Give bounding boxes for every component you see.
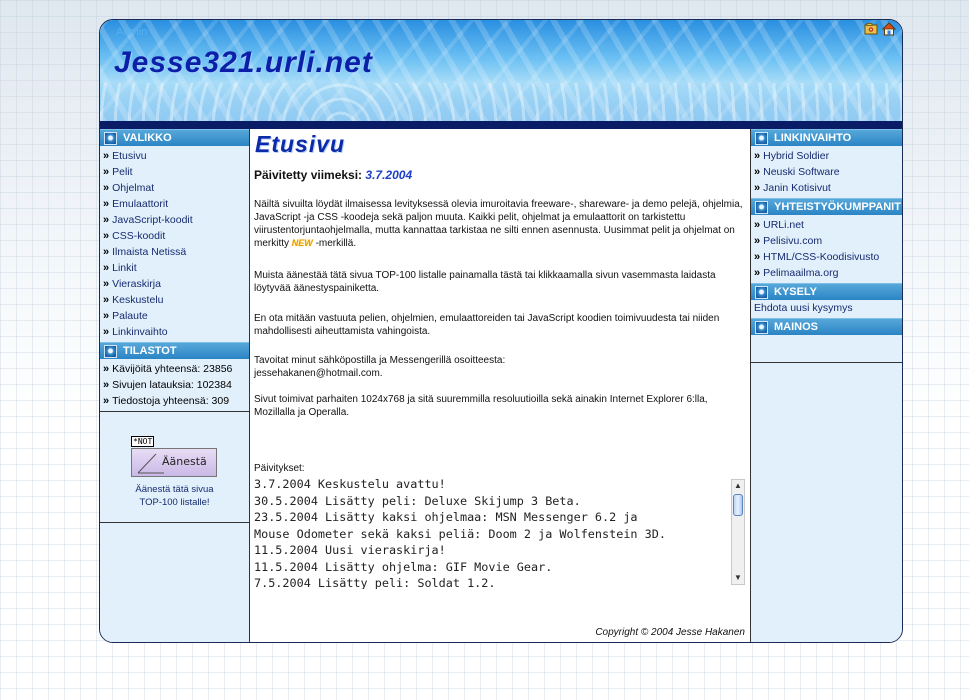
site-title-logo[interactable]: Jesse321.urli.net [114, 46, 373, 79]
update-item: 3.7.2004 Keskustelu avattu! [254, 477, 446, 491]
menu-item-keskustelu[interactable]: » Keskustelu [103, 294, 164, 306]
stat-pageloads: » Sivujen latauksia: 102384 [103, 379, 232, 391]
raquo-icon: » [103, 379, 110, 391]
vote-caption[interactable]: Äänestä tätä sivua TOP-100 listalle! [135, 484, 214, 508]
scroll-down-icon[interactable]: ▼ [734, 573, 742, 582]
raquo-icon: » [754, 182, 761, 194]
update-item: 11.5.2004 Uusi vieraskirja! [254, 543, 446, 557]
menu-header [100, 129, 249, 146]
menu-item-css[interactable]: » CSS-koodit [103, 230, 166, 242]
menu-item-javascript[interactable]: » JavaScript-koodit [103, 214, 193, 226]
link-hybrid-soldier[interactable]: » Hybrid Soldier [754, 150, 830, 162]
raquo-icon: » [103, 230, 110, 242]
links-header [751, 129, 903, 146]
raquo-icon: » [103, 326, 110, 338]
section-bullet-icon [104, 345, 117, 358]
home-icon[interactable] [882, 22, 896, 36]
copyright: Copyright © 2004 Jesse Hakanen [595, 627, 745, 638]
divider [100, 522, 249, 523]
menu-item-etusivu[interactable]: » Etusivu [103, 150, 147, 162]
raquo-icon: » [103, 198, 110, 210]
menu-item-palaute[interactable]: » Palaute [103, 310, 148, 322]
page-title: Etusivu [255, 131, 346, 157]
vote-button[interactable] [131, 436, 217, 477]
section-bullet-icon [755, 132, 768, 145]
menu-item-linkit[interactable]: » Linkit [103, 262, 137, 274]
link-neuski-software[interactable]: » Neuski Software [754, 166, 840, 178]
header-banner [100, 20, 902, 121]
updates-scrollbar[interactable] [731, 479, 745, 585]
stat-files: » Tiedostoja yhteensä: 309 [103, 395, 230, 407]
main-content [250, 129, 749, 642]
ads-header [751, 318, 903, 335]
vote-box [100, 412, 249, 522]
vote-paragraph: Muista äänestää tätä sivua TOP-100 listalle painamalla tästä tai klikkaamalla sivun vasemmasta laidasta löytyvää äänestyspainiketta. [254, 270, 716, 294]
raquo-icon: » [103, 278, 110, 290]
stats-list [100, 359, 249, 411]
suggest-question-link[interactable]: Ehdota uusi kysymys [754, 302, 853, 314]
new-badge-icon: NEW [291, 238, 313, 248]
menu-item-ilmaista[interactable]: » Ilmaista Netissä [103, 246, 187, 258]
intro-paragraph: Näiltä sivuilta löydät ilmaisessa levityksessä olevia imuroitavia freeware-, shareware- ja demo pelejä, ohjelmia, JavaScript -ja CSS -koodeja sekä paljon muuta. Kaikki pelit, ohjelmat ja emulaattorit on tarkistettu viirustentorjuntaohjelmalla, mutta kannattaa tarkistaa ne silti ennen asennusta. Uusimmat pelit ja ohjelmat on merkitty NEW -merkillä. [254, 199, 743, 249]
raquo-icon: » [103, 310, 110, 322]
page-frame [99, 19, 903, 643]
contact-paragraph: Tavoitat minut sähköpostilla ja Messengerillä osoitteesta: jessehakanen@hotmail.com. [254, 355, 506, 379]
menu-item-ohjelmat[interactable]: » Ohjelmat [103, 182, 155, 194]
section-bullet-icon [755, 286, 768, 299]
updates-list[interactable] [254, 476, 745, 589]
ads-area [751, 335, 903, 362]
partner-pelisivu[interactable]: » Pelisivu.com [754, 235, 823, 247]
admin-link[interactable]: Admin [116, 26, 148, 38]
header-divider [100, 121, 902, 129]
menu-item-emulaattorit[interactable]: » Emulaattorit [103, 198, 169, 210]
link-janin-kotisivut[interactable]: » Janin Kotisivut [754, 182, 831, 194]
updates-label: Päivitykset: [254, 463, 305, 474]
menu-title: VALIKKO [123, 132, 172, 144]
stat-visitors: » Kävijöitä yhteensä: 23856 [103, 363, 233, 375]
raquo-icon: » [103, 395, 110, 407]
top-icons [864, 22, 896, 36]
menu-item-pelit[interactable]: » Pelit [103, 166, 133, 178]
partners-list [751, 215, 903, 283]
right-sidebar [750, 129, 903, 642]
menu-item-vieraskirja[interactable]: » Vieraskirja [103, 278, 161, 290]
raquo-icon: » [103, 214, 110, 226]
scroll-up-icon[interactable]: ▲ [734, 481, 742, 490]
section-bullet-icon [755, 321, 768, 334]
contact-email[interactable]: jessehakanen@hotmail.com. [254, 368, 383, 379]
raquo-icon: » [754, 235, 761, 247]
main-menu [100, 146, 249, 342]
raquo-icon: » [103, 150, 110, 162]
partner-htmlcss[interactable]: » HTML/CSS-Koodisivusto [754, 251, 880, 263]
settings-icon[interactable] [864, 22, 878, 36]
raquo-icon: » [103, 246, 110, 258]
update-item: 23.5.2004 Lisätty kaksi ohjelmaa: MSN Messenger 6.2 ja [254, 510, 638, 524]
links-title: LINKINVAIHTO [774, 132, 852, 144]
scroll-thumb[interactable] [733, 494, 743, 516]
raquo-icon: » [754, 251, 761, 263]
section-bullet-icon [104, 132, 117, 145]
partners-header [751, 198, 903, 215]
stats-title: TILASTOT [123, 345, 177, 357]
raquo-icon: » [754, 150, 761, 162]
poll-header [751, 283, 903, 300]
vote-button-label: Äänestä [162, 455, 207, 468]
left-sidebar [100, 129, 250, 642]
header-wave-decoration [100, 83, 902, 121]
raquo-icon: » [754, 166, 761, 178]
disclaimer-paragraph: En ota mitään vastuuta pelien, ohjelmien, emulaattoreiden tai JavaScript koodien toimivuudesta tai niiden mahdollisesti aiheuttamista vahingoista. [254, 313, 720, 337]
raquo-icon: » [103, 182, 110, 194]
update-item: Mouse Odometer sekä kaksi peliä: Doom 2 ja Wolfenstein 3D. [254, 526, 666, 541]
stats-header [100, 342, 249, 359]
update-item: 11.5.2004 Lisätty ohjelma: GIF Movie Gear. [254, 559, 553, 574]
links-list [751, 146, 903, 198]
vote-not-badge: *NOT [133, 437, 153, 446]
raquo-icon: » [754, 219, 761, 231]
raquo-icon: » [103, 166, 110, 178]
vote-button-face [131, 448, 217, 477]
partner-pelimaailma[interactable]: » Pelimaailma.org [754, 267, 839, 279]
raquo-icon: » [754, 267, 761, 279]
partner-urli[interactable]: » URLi.net [754, 219, 804, 231]
browser-paragraph: Sivut toimivat parhaiten 1024x768 ja sitä suuremmilla resoluutioilla sekä ainakin Internet Explorer 6:lla, Mozillalla ja Operalla. [254, 394, 708, 418]
menu-item-linkinvaihto[interactable]: » Linkinvaihto [103, 326, 168, 338]
divider [751, 362, 903, 363]
update-item: 7.5.2004 Lisätty peli: Soldat 1.2. [254, 576, 496, 589]
raquo-icon: » [103, 294, 110, 306]
last-updated: Päivitetty viimeksi: 3.7.2004 [254, 168, 413, 182]
section-bullet-icon [755, 201, 768, 214]
poll-title: KYSELY [774, 286, 818, 298]
raquo-icon: » [103, 262, 110, 274]
ads-title: MAINOS [774, 321, 818, 333]
raquo-icon: » [103, 363, 110, 375]
partners-title: YHTEISTYÖKUMPPANIT [774, 201, 901, 213]
update-item: 30.5.2004 Lisätty peli: Deluxe Skijump 3 Beta. [254, 493, 581, 508]
